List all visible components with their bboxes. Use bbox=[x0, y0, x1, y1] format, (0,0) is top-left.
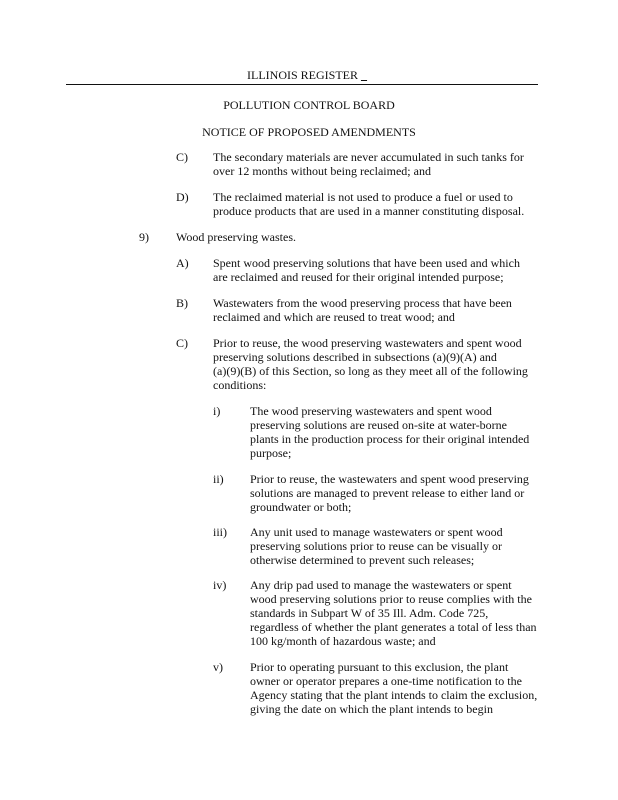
item-c2-line-4: conditions: bbox=[213, 378, 267, 392]
item-c2-line-3: (a)(9)(B) of this Section, so long as they meet all of the following bbox=[213, 364, 528, 378]
item-i-marker: i) bbox=[213, 404, 221, 418]
item-a-line-2: are reclaimed and reused for their original intended purpose; bbox=[213, 270, 504, 284]
header-rule bbox=[66, 84, 538, 85]
item-c2-line-2: preserving solutions described in subsections (a)(9)(A) and bbox=[213, 350, 497, 364]
item-9-marker: 9) bbox=[139, 230, 149, 244]
item-iv-line-4: regardless of whether the plant generates a total of less than bbox=[250, 620, 537, 634]
item-iii-line-1: Any unit used to manage wastewaters or spent wood bbox=[250, 525, 503, 539]
item-iv-line-2: wood preserving solutions prior to reuse complies with the bbox=[250, 592, 532, 606]
item-i-line-4: purpose; bbox=[250, 446, 292, 460]
item-c-line-2: over 12 months without being reclaimed; and bbox=[213, 164, 431, 178]
register-title-suffix: _ bbox=[361, 68, 367, 82]
item-a-marker: A) bbox=[176, 256, 189, 270]
item-c2-line-1: Prior to reuse, the wood preserving wastewaters and spent wood bbox=[213, 336, 522, 350]
item-c-marker: C) bbox=[176, 150, 188, 164]
item-iv-line-3: standards in Subpart W of 35 Ill. Adm. Code 725, bbox=[250, 606, 489, 620]
notice-title: NOTICE OF PROPOSED AMENDMENTS bbox=[202, 125, 416, 139]
item-ii-marker: ii) bbox=[213, 472, 224, 486]
item-c-line-1: The secondary materials are never accumulated in such tanks for bbox=[213, 150, 524, 164]
item-v-line-4: giving the date on which the plant intends to begin bbox=[250, 702, 493, 716]
register-title bbox=[247, 68, 367, 82]
item-ii-line-2: solutions are managed to prevent release to either land or bbox=[250, 486, 525, 500]
item-c2-marker: C) bbox=[176, 336, 188, 350]
item-d-marker: D) bbox=[176, 190, 189, 204]
item-iii-line-2: preserving solutions prior to reuse can be visually or bbox=[250, 539, 502, 553]
item-b-line-2: reclaimed and which are reused to treat wood; and bbox=[213, 310, 455, 324]
item-9-heading: Wood preserving wastes. bbox=[176, 230, 297, 244]
item-i-line-1: The wood preserving wastewaters and spent wood bbox=[250, 404, 492, 418]
item-v-line-2: owner or operator prepares a one-time notification to the bbox=[250, 674, 522, 688]
item-d-line-2: produce products that are used in a manner constituting disposal. bbox=[213, 204, 525, 218]
item-v-line-1: Prior to operating pursuant to this exclusion, the plant bbox=[250, 660, 509, 674]
item-b-line-1: Wastewaters from the wood preserving process that have been bbox=[213, 296, 512, 310]
item-iv-marker: iv) bbox=[213, 578, 227, 592]
board-name: POLLUTION CONTROL BOARD bbox=[223, 98, 395, 112]
item-d-line-1: The reclaimed material is not used to produce a fuel or used to bbox=[213, 190, 513, 204]
item-a-line-1: Spent wood preserving solutions that have been used and which bbox=[213, 256, 520, 270]
item-iii-line-3: otherwise determined to prevent such releases; bbox=[250, 553, 475, 567]
register-title-text: ILLINOIS REGISTER bbox=[247, 68, 358, 82]
item-b-marker: B) bbox=[176, 296, 188, 310]
item-iv-line-1: Any drip pad used to manage the wastewaters or spent bbox=[250, 578, 512, 592]
item-ii-line-3: groundwater or both; bbox=[250, 500, 352, 514]
item-v-marker: v) bbox=[213, 660, 223, 674]
item-i-line-2: preserving solutions are reused on-site at water-borne bbox=[250, 418, 508, 432]
item-v-line-3: Agency stating that the plant intends to claim the exclusion, bbox=[250, 688, 538, 702]
item-i-line-3: plants in the production process for their original intended bbox=[250, 432, 530, 446]
item-iv-line-5: 100 kg/month of hazardous waste; and bbox=[250, 634, 436, 648]
item-iii-marker: iii) bbox=[213, 525, 227, 539]
item-ii-line-1: Prior to reuse, the wastewaters and spent wood preserving bbox=[250, 472, 529, 486]
